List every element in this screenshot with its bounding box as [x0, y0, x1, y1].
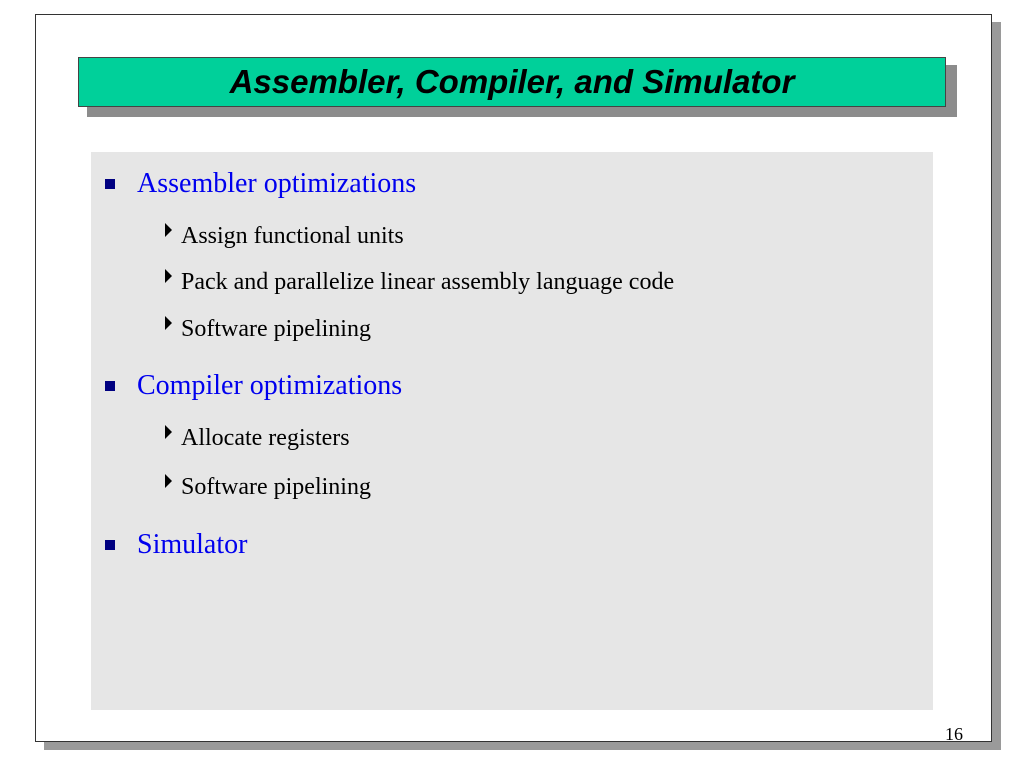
sub-item-label: Pack and parallelize linear assembly language code [181, 269, 675, 295]
square-bullet-icon [105, 179, 115, 189]
sub-item [165, 223, 404, 250]
sub-item [165, 425, 350, 452]
square-bullet-icon [105, 540, 115, 550]
sub-item [165, 474, 371, 501]
bullet-label: Compiler optimizations [137, 370, 403, 401]
bullet-label: Simulator [137, 529, 248, 560]
triangle-bullet-icon [165, 316, 172, 330]
bullet-item [105, 168, 416, 200]
triangle-bullet-icon [165, 425, 172, 439]
sub-item-label: Software pipelining [181, 316, 371, 342]
sub-item-label: Software pipelining [181, 474, 371, 500]
page-number: 16 [945, 724, 963, 744]
sub-item-label: Assign functional units [181, 223, 404, 249]
bullet-item [105, 529, 247, 561]
sub-item-label: Allocate registers [181, 425, 350, 451]
bullet-item [105, 370, 402, 402]
sub-item [165, 316, 371, 343]
sub-item [165, 269, 674, 296]
slide-title: Assembler, Compiler, and Simulator [229, 63, 795, 100]
triangle-bullet-icon [165, 474, 172, 488]
title-bar [78, 57, 946, 107]
triangle-bullet-icon [165, 223, 172, 237]
bullet-label: Assembler optimizations [137, 168, 417, 199]
square-bullet-icon [105, 381, 115, 391]
triangle-bullet-icon [165, 269, 172, 283]
